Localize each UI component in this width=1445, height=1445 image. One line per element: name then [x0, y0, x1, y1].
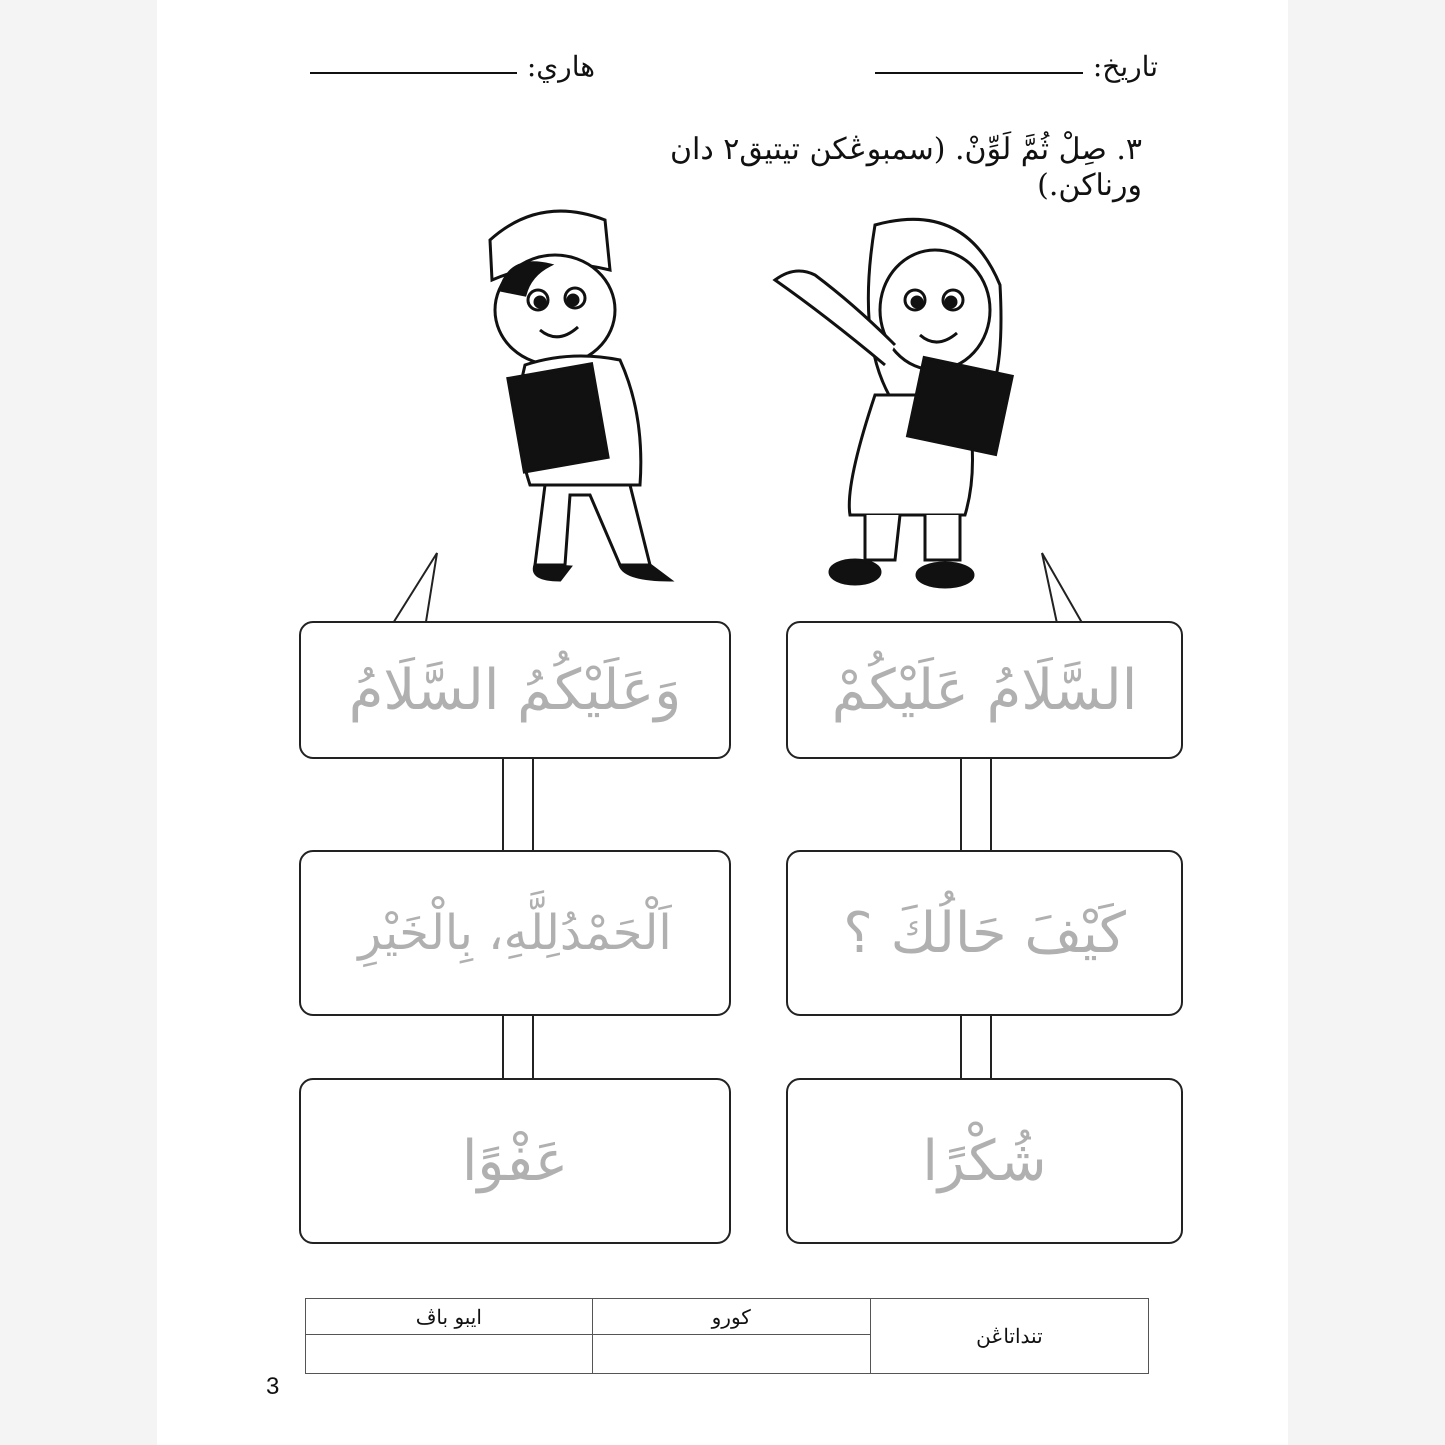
date-label: تاريخ: — [1092, 50, 1158, 83]
boy-card-3[interactable] — [299, 1078, 731, 1244]
connector-post — [960, 1012, 992, 1080]
parent-signature-cell[interactable] — [306, 1335, 593, 1374]
boy-card-1[interactable] — [299, 621, 731, 759]
day-field-line[interactable] — [310, 72, 517, 74]
assessment-table — [305, 1298, 1149, 1374]
trace-text: عَفْوًا — [461, 1128, 569, 1194]
girl-card-1[interactable] — [786, 621, 1183, 759]
signature-header: تنداتاڠن — [870, 1299, 1148, 1374]
trace-text: شُكْرًا — [922, 1128, 1047, 1194]
girl-speech-tail — [1030, 550, 1100, 630]
trace-text: وَعَلَيْكُمُ السَّلَامُ — [348, 657, 682, 723]
day-label: هاري: — [526, 50, 595, 83]
parent-header: ايبو باڤ — [306, 1299, 593, 1335]
connector-post — [960, 755, 992, 852]
girl-card-3[interactable] — [786, 1078, 1183, 1244]
trace-text: السَّلَامُ عَلَيْكُمْ — [831, 657, 1138, 723]
boy-speech-tail — [380, 550, 450, 630]
instruction-text: ٣. صِلْ ثُمَّ لَوِّنْ. (سمبوڠكن تيتيق٢ دان ورناكن.) — [669, 132, 1142, 203]
boy-illustration — [470, 195, 710, 590]
connector-post — [502, 1012, 534, 1080]
teacher-signature-cell[interactable] — [592, 1335, 870, 1374]
trace-text: كَيْفَ حَالُكَ ؟ — [843, 900, 1126, 966]
connector-post — [502, 755, 534, 852]
trace-text: اَلْحَمْدُلِلَّهِ، بِالْخَيْرِ — [358, 905, 672, 961]
teacher-header: كورو — [592, 1299, 870, 1335]
page-number: 3 — [266, 1373, 280, 1400]
girl-illustration — [765, 205, 1025, 590]
girl-card-2[interactable] — [786, 850, 1183, 1016]
date-field-line[interactable] — [875, 72, 1083, 74]
boy-card-2[interactable] — [299, 850, 731, 1016]
